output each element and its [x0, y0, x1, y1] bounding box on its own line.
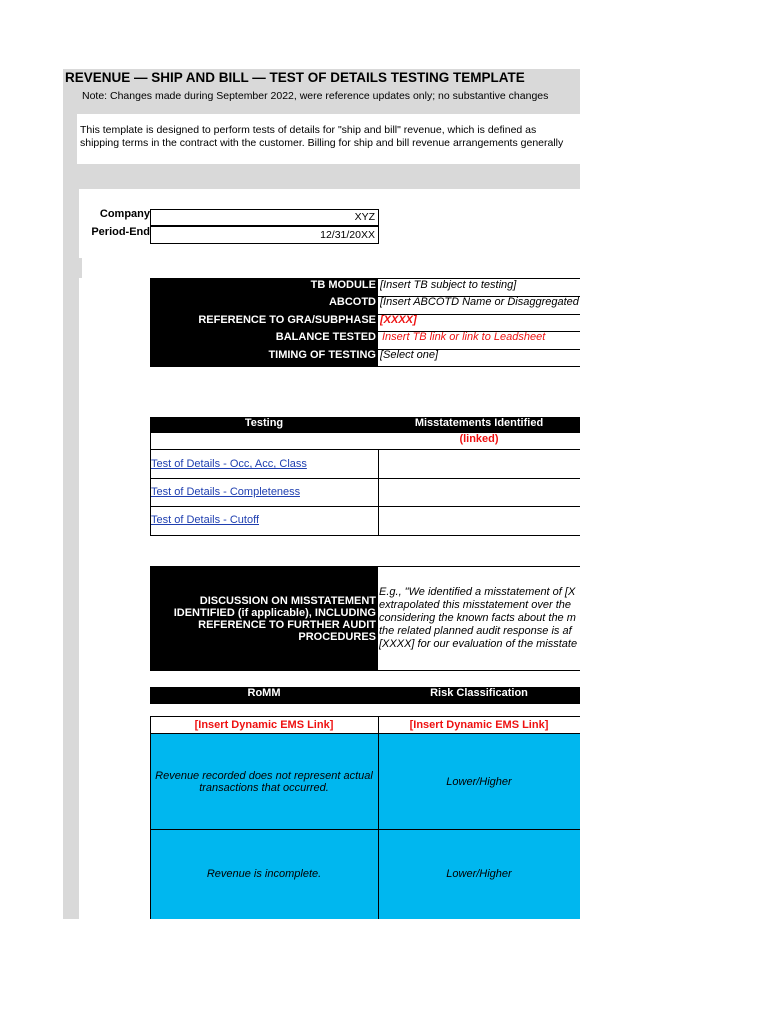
link-test-details-completeness[interactable]: Test of Details - Completeness [151, 486, 301, 498]
company-label: Company [99, 208, 150, 220]
balance-tested-value[interactable]: Insert TB link or link to Leadsheet [382, 331, 546, 343]
discussion-text-line-2: extrapolated this misstatement over the [379, 599, 571, 611]
romm-risk-2-line-1: Revenue is incomplete. [206, 868, 322, 880]
testing-row-completeness [150, 478, 377, 506]
romm-row-occurrence [150, 734, 378, 829]
discussion-label-panel [150, 566, 378, 671]
discussion-text-line-1: E.g., "We identified a misstatement of [X [379, 586, 576, 598]
risk-class-2-cell[interactable] [378, 829, 580, 919]
page-title: REVENUE — SHIP AND BILL — TEST OF DETAILS TESTING TEMPLATE [65, 70, 525, 85]
reference-gra-label: REFERENCE TO GRA/SUBPHASE [198, 314, 376, 326]
abcotd-value[interactable]: [Insert ABCOTD Name or Disaggregated [380, 296, 579, 308]
romm-col-header: RoMM [247, 687, 281, 699]
ems-link-risk[interactable]: [Insert Dynamic EMS Link] [409, 718, 549, 731]
linked-label: (linked) [459, 433, 499, 445]
period-end-label: Period-End [91, 226, 150, 238]
discussion-label-line-3: REFERENCE TO FURTHER AUDIT [198, 618, 376, 631]
period-end-field[interactable]: 12/31/20XX [150, 226, 379, 244]
description-box [77, 114, 580, 164]
left-gutter [63, 189, 79, 919]
abcotd-label: ABCOTD [328, 296, 376, 308]
testing-row-cutoff [150, 506, 377, 534]
discussion-text-line-5: [XXXX] for our evaluation of the misstate [379, 638, 578, 650]
testing-row-occ [150, 450, 377, 478]
link-test-details-cutoff[interactable]: Test of Details - Cutoff [151, 514, 260, 526]
tb-module-label: TB MODULE [310, 279, 376, 291]
testing-col-header: Testing [244, 417, 284, 429]
description-line-1: This template is designed to perform tests of details for "ship and bill" revenue, which is defined as [80, 124, 537, 136]
discussion-label-line-1: DISCUSSION ON MISSTATEMENT [199, 594, 376, 607]
risk-class-1: Lower/Higher [446, 775, 512, 788]
ems-link-romm[interactable]: [Insert Dynamic EMS Link] [194, 718, 334, 731]
romm-row-completeness [150, 829, 378, 919]
company-field[interactable]: XYZ [150, 209, 379, 226]
romm-risk-1-line-1: Revenue recorded does not represent actual [155, 769, 373, 782]
tb-module-value[interactable]: [Insert TB subject to testing] [380, 279, 517, 291]
description-line-2: shipping terms in the contract with the customer. Billing for ship and bill revenue arrangements generally [80, 137, 564, 149]
discussion-text-line-3: considering the known facts about the m [379, 612, 576, 624]
discussion-text-field[interactable] [378, 566, 580, 671]
discussion-label-line-4: PROCEDURES [298, 630, 376, 643]
gutter-tab [79, 258, 82, 278]
romm-risk-1-line-2: transactions that occurred. [199, 781, 329, 794]
change-note: Note: Changes made during September 2022, were reference updates only; no substantive changes [82, 90, 549, 102]
spreadsheet [63, 69, 580, 919]
link-test-details-occ[interactable]: Test of Details - Occ, Acc, Class [151, 458, 307, 470]
risk-classification-col-header: Risk Classification [430, 687, 528, 699]
balance-tested-label: BALANCE TESTED [275, 331, 376, 343]
timing-value[interactable]: [Select one] [380, 349, 439, 361]
timing-label: TIMING OF TESTING [268, 349, 376, 361]
risk-class-1-cell[interactable] [378, 734, 580, 829]
reference-gra-value[interactable]: [XXXX] [380, 314, 417, 326]
misstatements-col-header: Misstatements Identified [414, 417, 544, 429]
discussion-label-line-2: IDENTIFIED (if applicable), INCLUDING [173, 606, 376, 619]
discussion-text-line-4: the related planned audit response is af [379, 625, 572, 637]
risk-class-2: Lower/Higher [446, 868, 512, 880]
